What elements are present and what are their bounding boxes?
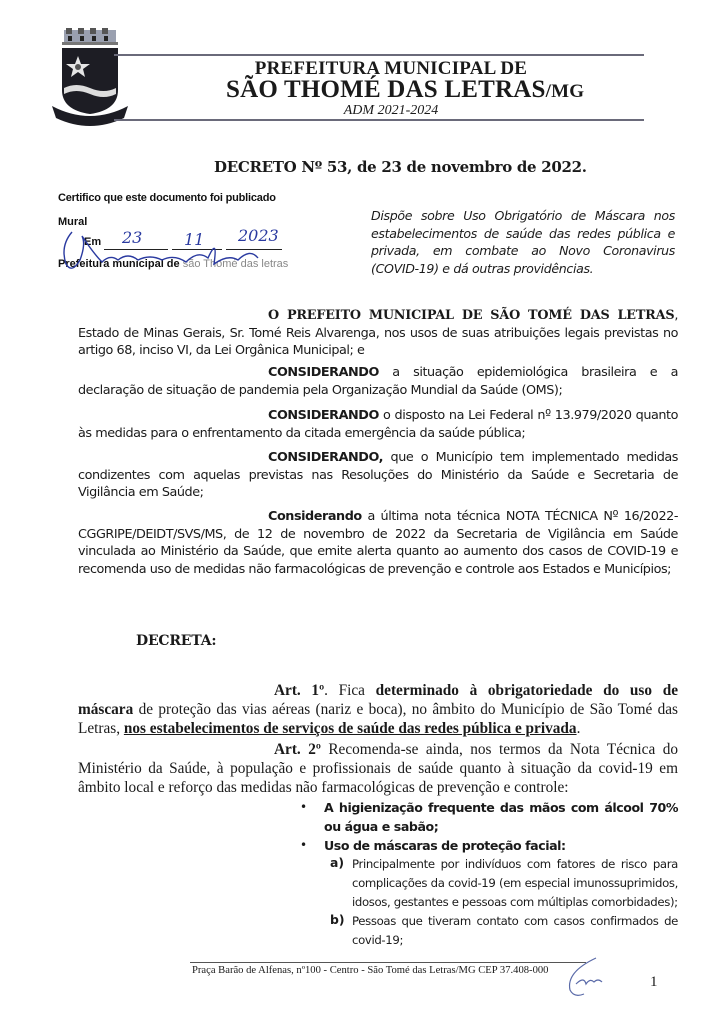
handwritten-initials	[556, 954, 616, 1000]
article-text: .	[576, 720, 581, 737]
subitem-label: b)	[330, 912, 345, 927]
whereas-label: CONSIDERANDO	[268, 365, 379, 380]
whereas-label: Considerando	[268, 509, 362, 524]
paragraph-text: a situação epidemiológica brasileira e a declaração de situação de pandemia pela Organização Mundial da Saúde (OMS);	[78, 365, 678, 398]
bullet-icon: •	[300, 838, 307, 852]
header-state: /MG	[545, 81, 585, 102]
footer-address: Praça Barão de Alfenas, nº100 - Centro - São Tomé das Letras/MG CEP 37.408-000	[192, 965, 549, 976]
header-rule-bottom	[114, 119, 644, 121]
article-text: Recomenda-se ainda, nos termos da Nota Técnica do Ministério da Saúde, à população e profissionais de saúde quanto à situação da covid-19 em âmbito local e reforço das medidas não farmacológicas de prevenção e controle:	[78, 741, 678, 796]
header-administration: ADM 2021-2024	[343, 103, 439, 118]
handwritten-month: 11	[184, 230, 205, 249]
header-title-line2	[226, 76, 585, 104]
mayor-title: O PREFEITO MUNICIPAL DE SÃO TOMÉ DAS LETRAS	[268, 308, 675, 323]
article-text: . Fica	[324, 682, 376, 699]
header-city-name: SÃO THOMÉ DAS LETRAS	[226, 76, 546, 103]
stamp-date-label: Em	[84, 236, 102, 248]
municipal-coat-of-arms	[52, 28, 128, 128]
stamp-prefeitura-bold: Prefeitura municipal de	[58, 258, 180, 270]
header-title-line1: PREFEITURA MUNICIPAL DE	[254, 58, 528, 79]
header-rule-top	[114, 54, 644, 56]
subitem-label: a)	[330, 855, 345, 870]
article-label: Art. 1º	[274, 682, 325, 699]
footer-rule	[190, 962, 586, 963]
bullet-icon: •	[300, 800, 307, 814]
handwritten-signature	[58, 224, 288, 276]
preamble-paragraph	[78, 307, 678, 360]
paragraph-text: o disposto na Lei Federal nº 13.979/2020 quanto às medidas para o enfrentamento da citada emergência da saúde pública;	[78, 408, 678, 441]
publication-stamp	[58, 186, 358, 276]
stamp-city-faint: são Thomé das letras	[182, 258, 289, 270]
subitem-text: Pessoas que tiveram contato com casos confirmados de covid-19;	[352, 914, 678, 947]
article-emphasis: determinado à obrigatoriedade do uso de máscara	[78, 682, 679, 718]
article-underlined-text: nos estabelecimentos de serviços de saúde das redes pública e privada	[123, 720, 577, 737]
page-number: 1	[650, 974, 658, 990]
whereas-paragraph	[78, 508, 678, 578]
article-label: Art. 2º	[274, 741, 321, 758]
decree-title: DECRETO Nº 53, de 23 de novembro de 2022.	[214, 158, 587, 176]
whereas-paragraph	[78, 407, 678, 442]
whereas-label: CONSIDERANDO	[268, 408, 379, 423]
whereas-paragraph	[78, 449, 678, 502]
decreta-heading: DECRETA:	[136, 633, 217, 649]
stamp-certification-text: Certifico que este documento foi publicado	[58, 192, 276, 204]
whereas-label: CONSIDERANDO,	[268, 450, 384, 465]
article-1	[78, 681, 678, 738]
subitem-text: Principalmente por indivíduos com fatores de risco para complicações da covid-19 (em especial imunossuprimidos, idosos, gestantes e pessoas com múltiplas comorbidades);	[352, 857, 678, 909]
paragraph-text: que o Município tem implementado medidas condizentes com aquelas previstas nas Resoluções do Ministério da Saúde e Secretaria de Vigilância em Saúde;	[78, 450, 678, 500]
handwritten-year: 2023	[238, 226, 279, 245]
article-text: de proteção das vias aéreas (nariz e boca), no âmbito do Município de São Tomé das Letras,	[78, 701, 678, 737]
paragraph-text: , Estado de Minas Gerais, Sr. Tomé Reis Alvarenga, nos usos de suas atribuições legais previstas no artigo 68, inciso VI, da Lei Orgânica Municipal; e	[78, 308, 678, 358]
measure-item: A higienização frequente das mãos com álcool 70% ou água e sabão;	[324, 800, 678, 834]
paragraph-text: a última nota técnica NOTA TÉCNICA Nº 16/2022-CGGRIPE/DEIDT/SVS/MS, de 12 de novembro de 2022 da Secretaria de Vigilância em Saúde vinculada ao Ministério da Saúde, que emite alerta quanto ao aumento dos casos de COVID-19 e recomenda uso de medidas não farmacológicas de prevenção e controle aos Estados e Municípios;	[78, 509, 678, 577]
stamp-mural-label: Mural	[58, 216, 88, 228]
whereas-paragraph	[78, 364, 678, 399]
article-2	[78, 740, 678, 797]
handwritten-day: 23	[122, 228, 143, 247]
measure-item: Uso de máscaras de proteção facial:	[324, 838, 566, 853]
decree-summary: Dispõe sobre Uso Obrigatório de Máscara nos estabelecimentos de saúde das redes pública e privada, em combate ao Novo Coronavirus (COVID-19) e dá outras providências.	[371, 208, 675, 276]
